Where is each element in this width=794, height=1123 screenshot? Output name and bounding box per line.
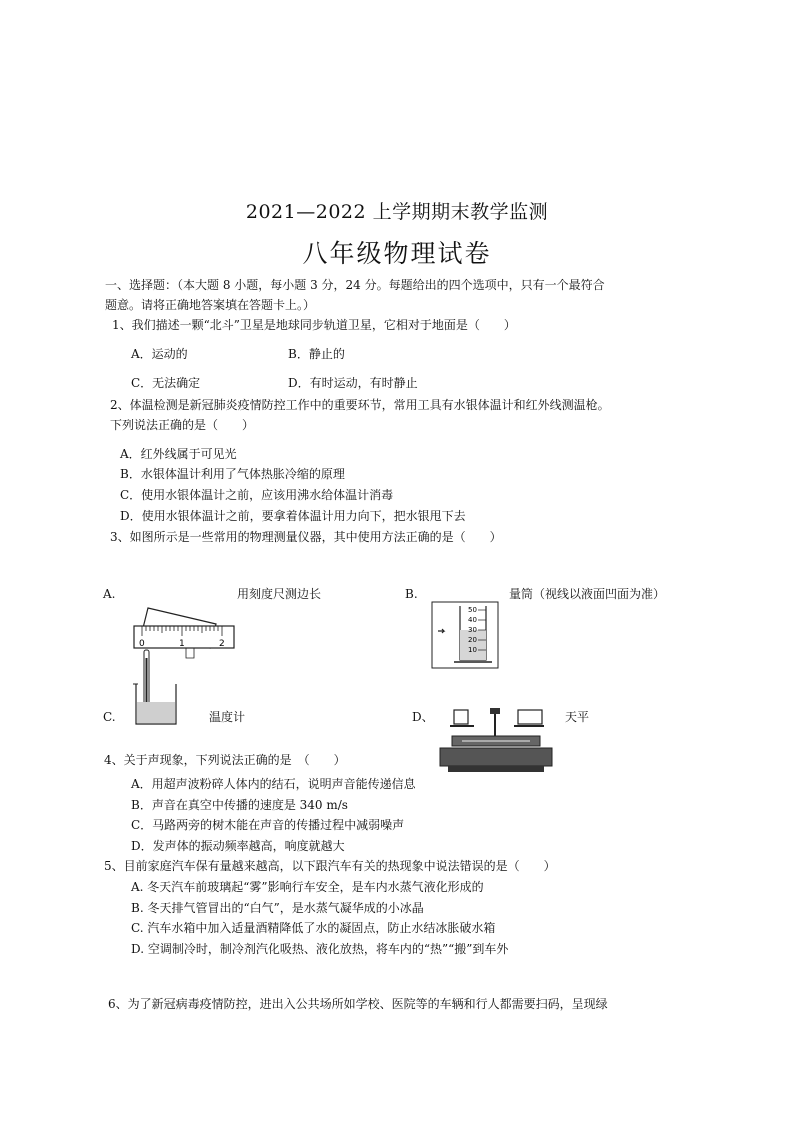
cylinder-tick-label: 30 [468, 626, 477, 634]
q5-stem: 5、目前家庭汽车保有量越来越高，以下跟汽车有关的热现象中说法错误的是（ ） [104, 859, 556, 873]
q5-option-c: C. 汽车水箱中加入适量酒精降低了水的凝固点，防止水结冰胀破水箱 [131, 921, 496, 935]
q1-option-b: B．静止的 [288, 347, 345, 361]
exam-subtitle: 八年级物理试卷 [302, 239, 492, 268]
section-heading-line2: 题意。请将正确地答案填在答题卡上。） [105, 298, 316, 312]
cylinder-tick-label: 10 [468, 646, 477, 654]
q5-option-d: D. 空调制冷时，制冷剂汽化吸热、液化放热，将车内的“热”“搬”到车外 [131, 942, 509, 956]
q3-option-c-caption: 温度计 [209, 710, 246, 724]
q5-option-a: A. 冬天汽车前玻璃起“雾”影响行车安全，是车内水蒸气液化形成的 [131, 880, 484, 894]
q3-stem: 3、如图所示是一些常用的物理测量仪器，其中使用方法正确的是（ ） [110, 530, 502, 544]
q3-option-d-letter: D、 [412, 710, 434, 724]
exam-title: 2021—2022 上学期期末教学监测 [245, 201, 549, 223]
thermometer-beaker-figure [132, 648, 182, 728]
cylinder-tick-label: 40 [468, 616, 477, 624]
cylinder-tick-label: 50 [468, 606, 477, 614]
q4-option-b: B．声音在真空中传播的速度是 340 m/s [131, 798, 348, 812]
q4-option-a: A．用超声波粉碎人体内的结石，说明声音能传递信息 [131, 777, 416, 791]
q6-stem: 6、为了新冠病毒疫情防控，进出入公共场所如学校、医院等的车辆和行人都需要扫码，呈现绿 [108, 997, 608, 1011]
ruler-tick-label: 1 [179, 639, 185, 649]
q2-stem-line1: 2、体温检测是新冠肺炎疫情防控工作中的重要环节，常用工具有水银体温计和红外线测温枪。 [110, 398, 610, 412]
q1-option-d: D．有时运动，有时静止 [288, 376, 418, 390]
q3-option-a-caption: 用刻度尺测边长 [237, 587, 322, 601]
q1-option-a: A．运动的 [131, 347, 188, 361]
q3-option-c-letter: C. [103, 710, 116, 724]
q2-option-d: D．使用水银体温计之前，要拿着体温计用力向下，把水银甩下去 [120, 509, 466, 523]
q3-option-b-letter: B. [405, 587, 418, 601]
q4-option-c: C．马路两旁的树木能在声音的传播过程中减弱噪声 [131, 818, 405, 832]
q1-stem: 1、我们描述一颗“北斗”卫星是地球同步轨道卫星，它相对于地面是（ ） [112, 318, 516, 332]
q3-option-a-letter: A. [103, 587, 116, 601]
ruler-tick-label: 0 [139, 639, 145, 649]
cylinder-tick-label: 20 [468, 636, 477, 644]
q5-option-b: B. 冬天排气管冒出的“白气”，是水蒸气凝华成的小冰晶 [131, 901, 424, 915]
section-heading-line1: 一、选择题：（本大题 8 小题，每小题 3 分，24 分。每题给出的四个选项中，只有一个最符合 [105, 278, 605, 292]
q4-option-d: D．发声体的振动频率越高，响度就越大 [131, 839, 345, 853]
measuring-cylinder-figure [418, 600, 508, 672]
balance-scale-figure [438, 700, 556, 776]
q2-option-c: C．使用水银体温计之前，应该用沸水给体温计消毒 [120, 488, 394, 502]
ruler-tick-label: 2 [219, 639, 225, 649]
q2-stem-line2: 下列说法正确的是（ ） [110, 418, 255, 432]
q2-option-b: B．水银体温计利用了气体热胀冷缩的原理 [120, 467, 345, 481]
q1-option-c: C．无法确定 [131, 376, 201, 390]
q4-stem: 4、关于声现象，下列说法正确的是 （ ） [104, 753, 346, 767]
q3-option-b-caption: 量筒（视线以液面凹面为准） [509, 587, 666, 601]
q3-option-d-caption: 天平 [565, 710, 590, 724]
q2-option-a: A．红外线属于可见光 [120, 447, 237, 461]
